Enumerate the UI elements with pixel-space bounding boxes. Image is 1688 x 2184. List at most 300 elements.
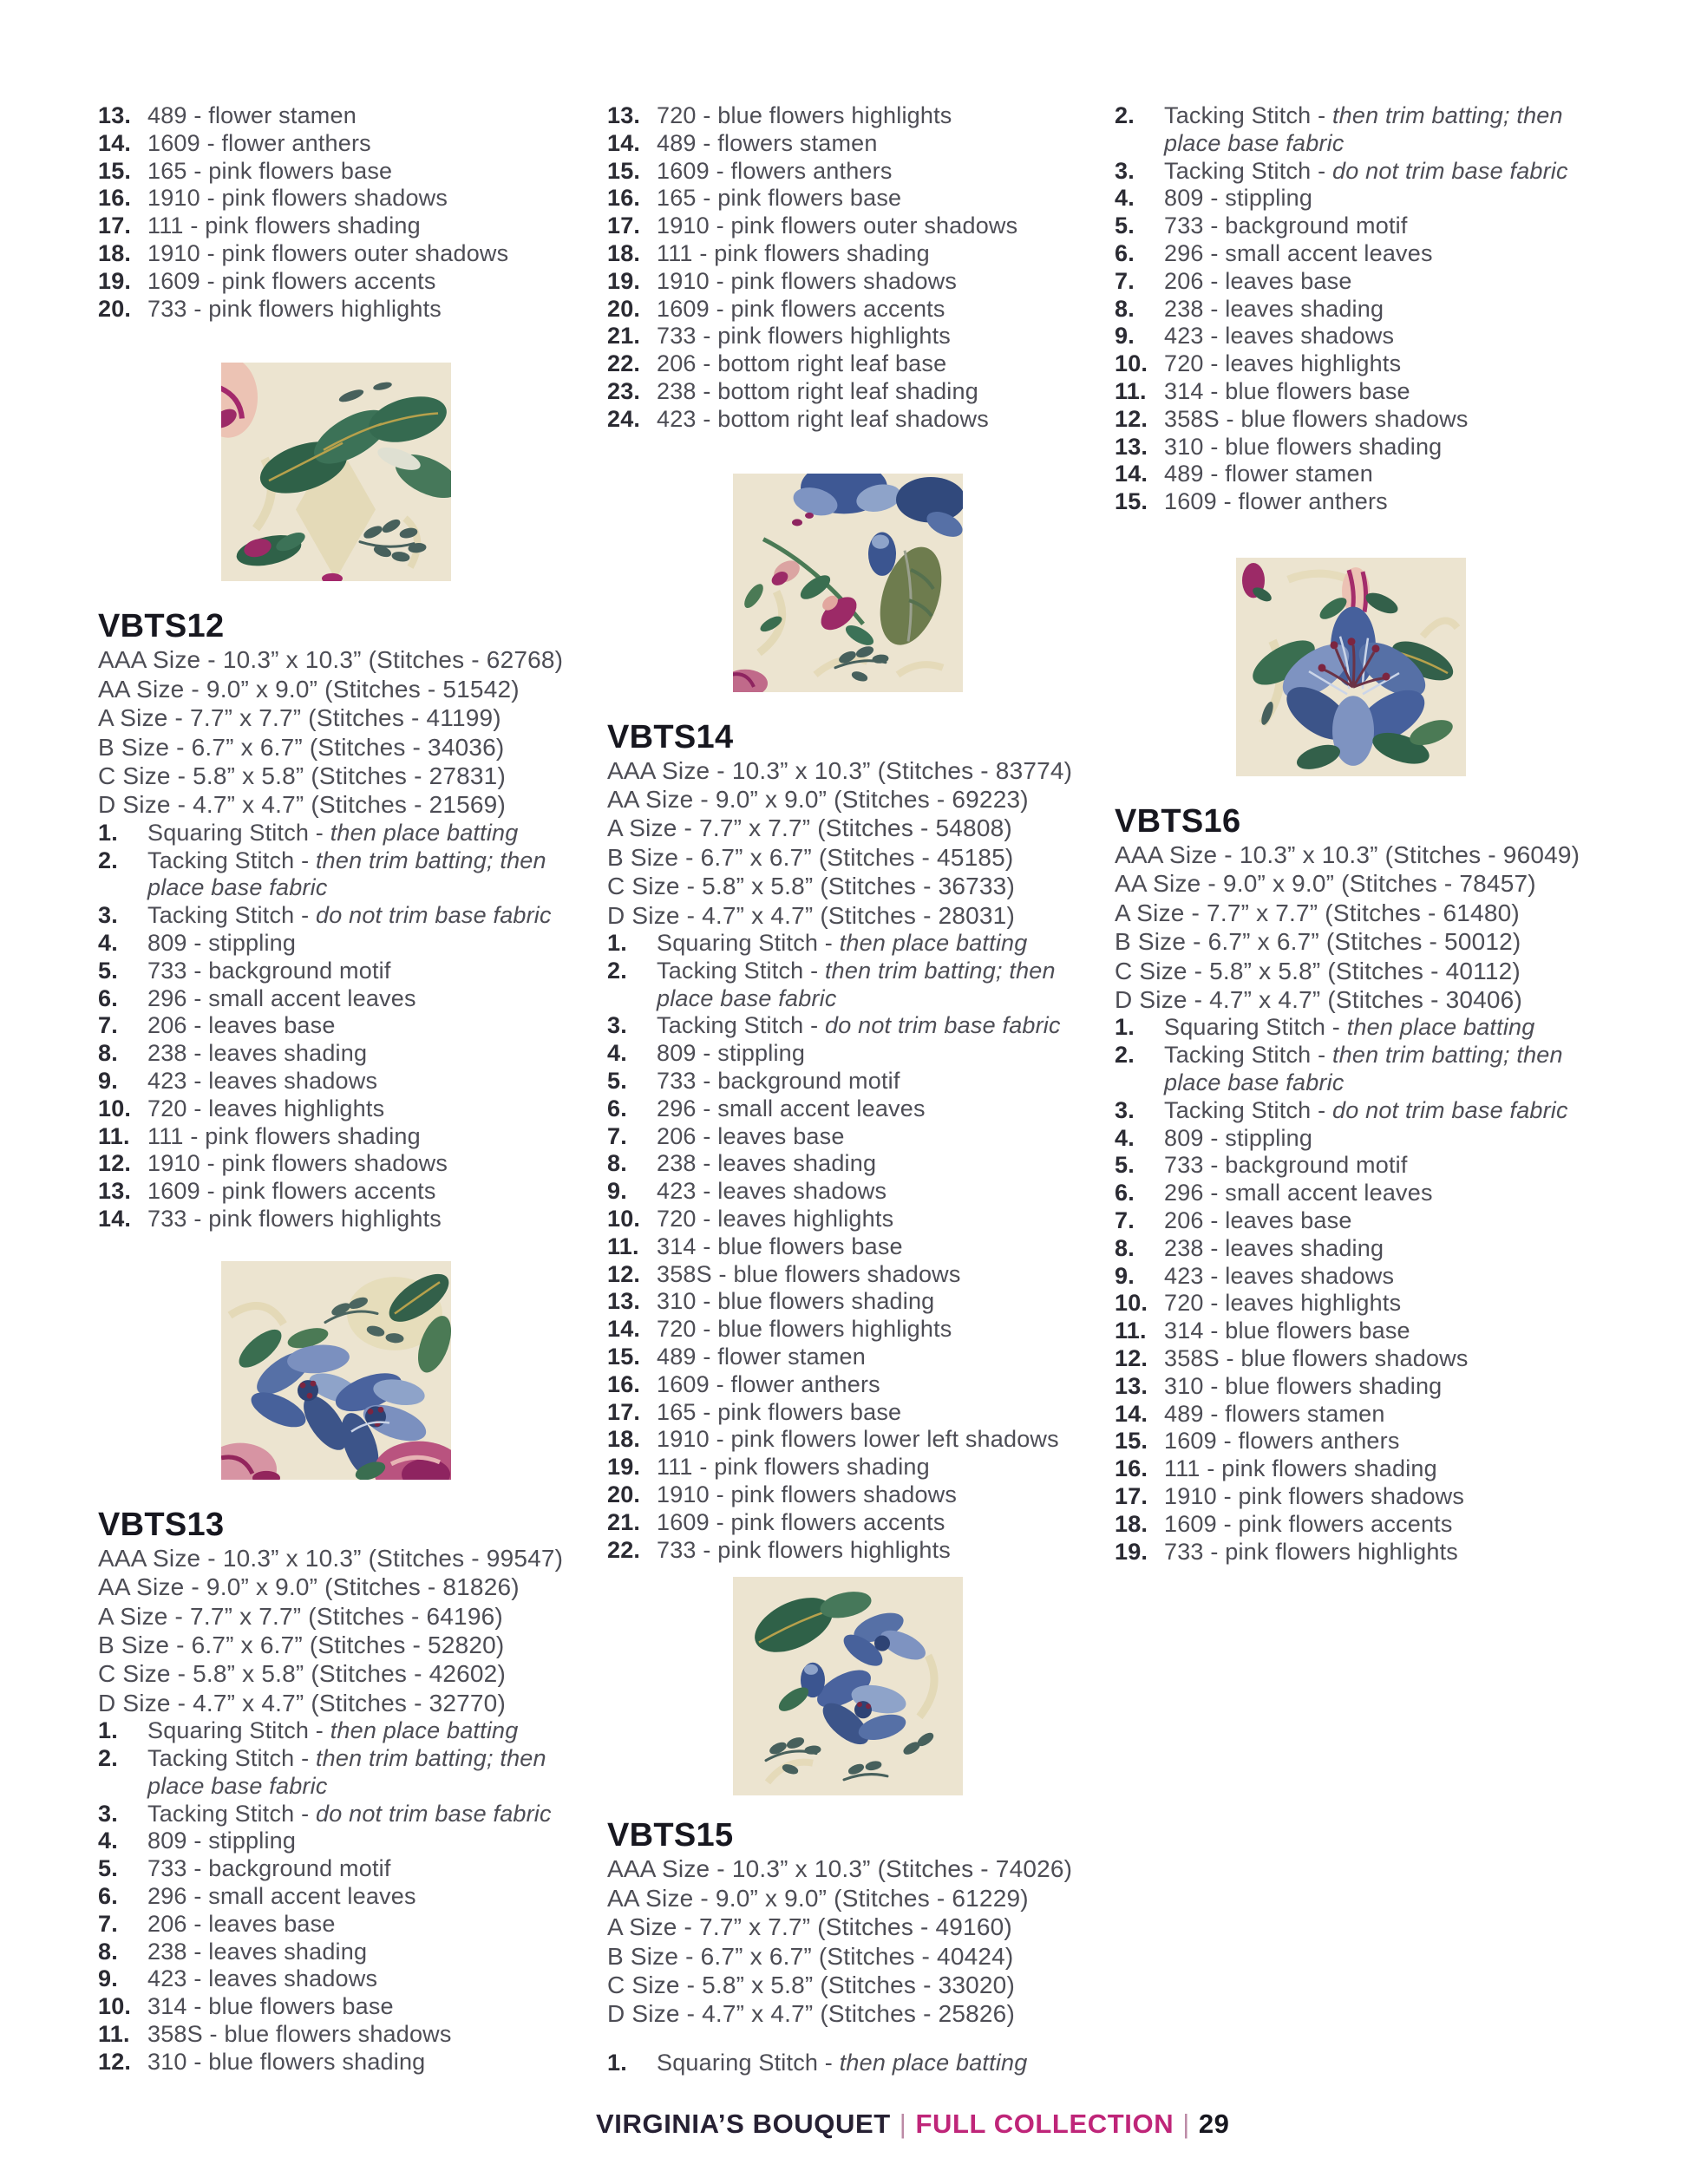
- size-spec: C Size - 5.8” x 5.8” (Stitches - 40112): [1115, 957, 1521, 984]
- item-text: 733 - background motif: [147, 1855, 391, 1882]
- embroidery-floral-art: [733, 474, 963, 692]
- item-text: 206 - leaves base: [147, 1910, 336, 1937]
- item-number: 7.: [98, 1012, 118, 1039]
- embroidery-floral-art: [1236, 558, 1466, 776]
- footer-separator: |: [1182, 2109, 1190, 2139]
- item-text: 809 - stippling: [1164, 1124, 1313, 1151]
- item-text: 1609 - flowers anthers: [1164, 1428, 1400, 1455]
- color-step-list-continued: [607, 102, 1093, 434]
- item-text: 314 - blue flowers base: [657, 1233, 903, 1259]
- item-text: 111 - pink flowers shading: [657, 1454, 930, 1481]
- list-item: [607, 1123, 1093, 1151]
- item-text: Tacking Stitch - do not trim base fabric: [147, 1800, 552, 1827]
- item-number: 18.: [1115, 1510, 1148, 1537]
- list-item: [98, 130, 577, 158]
- item-number: 14.: [1115, 461, 1148, 487]
- list-item: [1115, 185, 1605, 213]
- list-item: [98, 847, 577, 903]
- item-text: 296 - small accent leaves: [657, 1095, 926, 1121]
- item-text: 206 - leaves base: [657, 1122, 845, 1149]
- list-item: [98, 1178, 577, 1206]
- list-item: [98, 985, 577, 1013]
- list-item: [607, 1509, 1093, 1537]
- list-item: [607, 1344, 1093, 1371]
- item-text: 238 - leaves shading: [1164, 295, 1384, 322]
- item-text: 238 - leaves shading: [657, 1150, 877, 1177]
- item-number: 6.: [98, 1882, 118, 1909]
- list-item: [607, 158, 1093, 186]
- item-number: 7.: [607, 1122, 627, 1149]
- item-text: 1609 - pink flowers accents: [147, 1178, 436, 1205]
- item-number: 17.: [607, 213, 641, 239]
- item-text: 1609 - pink flowers accents: [1164, 1510, 1453, 1537]
- item-text: 1609 - flowers anthers: [657, 157, 893, 184]
- item-text: 310 - blue flowers shading: [657, 1288, 935, 1315]
- size-spec: C Size - 5.8” x 5.8” (Stitches - 36733): [607, 873, 1015, 900]
- item-text: Tacking Stitch - then trim batting; then place base fabric: [147, 847, 546, 901]
- item-number: 1.: [98, 819, 118, 846]
- item-text: 733 - pink flowers highlights: [147, 1205, 442, 1232]
- item-number: 5.: [1115, 213, 1135, 239]
- item-text: 809 - stippling: [1164, 185, 1313, 212]
- list-item: [98, 1068, 577, 1095]
- item-number: 3.: [98, 1800, 118, 1827]
- item-text: 296 - small accent leaves: [147, 1882, 416, 1909]
- column-3: [1115, 0, 1605, 1566]
- item-number: 24.: [607, 405, 641, 432]
- list-item: [98, 2049, 577, 2076]
- list-item: [607, 185, 1093, 213]
- item-number: 20.: [607, 1481, 641, 1507]
- item-text: 358S - blue flowers shadows: [1164, 1344, 1469, 1371]
- item-text: Tacking Stitch - do not trim base fabric: [657, 1012, 1061, 1039]
- item-text: 165 - pink flowers base: [147, 157, 393, 184]
- item-number: 4.: [1115, 185, 1135, 212]
- item-text: 165 - pink flowers base: [657, 1398, 902, 1425]
- list-item: [98, 1717, 577, 1745]
- item-text: 423 - leaves shadows: [1164, 1262, 1395, 1289]
- list-item: [1115, 1125, 1605, 1153]
- list-item: [1115, 378, 1605, 406]
- list-item: [98, 1012, 577, 1040]
- item-number: 13.: [1115, 1372, 1148, 1399]
- item-number: 16.: [607, 1370, 641, 1397]
- list-item: [1115, 1539, 1605, 1566]
- pattern-title: VBTS16: [1115, 802, 1241, 840]
- list-item: [1115, 1014, 1605, 1042]
- list-item: [98, 296, 577, 324]
- list-item: [1115, 240, 1605, 268]
- size-spec-list: [607, 756, 1093, 930]
- item-number: 13.: [607, 1288, 641, 1315]
- list-item: [607, 268, 1093, 296]
- item-text: 1910 - pink flowers shadows: [657, 1481, 958, 1507]
- list-item: [98, 820, 577, 847]
- item-text: 111 - pink flowers shading: [147, 213, 421, 239]
- stitch-step-list: [1115, 1014, 1605, 1566]
- list-item: [1115, 1511, 1605, 1539]
- size-spec: AA Size - 9.0” x 9.0” (Stitches - 69223): [607, 785, 1029, 813]
- size-spec: A Size - 7.7” x 7.7” (Stitches - 64196): [98, 1602, 503, 1630]
- size-spec: AA Size - 9.0” x 9.0” (Stitches - 81826): [98, 1573, 520, 1601]
- list-item: [98, 902, 577, 930]
- list-item: [607, 1537, 1093, 1565]
- item-number: 14.: [98, 129, 132, 156]
- item-text: 314 - blue flowers base: [1164, 1318, 1410, 1344]
- item-number: 15.: [607, 157, 641, 184]
- item-text: 1910 - pink flowers shadows: [657, 267, 958, 294]
- size-spec: A Size - 7.7” x 7.7” (Stitches - 49160): [607, 1913, 1012, 1941]
- fabric-swatch-vbts15: [733, 1577, 963, 1795]
- list-item: [98, 185, 577, 213]
- item-text: Squaring Stitch - then place batting: [657, 2049, 1028, 2076]
- list-item: [607, 1454, 1093, 1481]
- list-item: [607, 378, 1093, 406]
- list-item: [98, 1095, 577, 1123]
- item-text: 206 - leaves base: [1164, 1206, 1352, 1233]
- fabric-swatch-vbts12: [221, 363, 451, 581]
- list-item: [1115, 1290, 1605, 1318]
- item-text: 720 - blue flowers highlights: [657, 102, 952, 128]
- size-spec: C Size - 5.8” x 5.8” (Stitches - 42602): [98, 1660, 506, 1688]
- item-text: 296 - small accent leaves: [1164, 1180, 1433, 1206]
- list-item: [98, 1965, 577, 1993]
- list-item: [607, 1040, 1093, 1068]
- item-text: 1609 - pink flowers accents: [657, 1508, 945, 1535]
- item-text: 165 - pink flowers base: [657, 185, 902, 212]
- item-number: 8.: [1115, 1234, 1135, 1261]
- item-number: 19.: [98, 267, 132, 294]
- size-spec: B Size - 6.7” x 6.7” (Stitches - 40424): [607, 1942, 1014, 1970]
- list-item: [98, 102, 577, 130]
- item-text: 358S - blue flowers shadows: [1164, 405, 1469, 432]
- list-item: [1115, 434, 1605, 461]
- item-number: 9.: [607, 1178, 627, 1205]
- item-text: 310 - blue flowers shading: [1164, 433, 1443, 460]
- item-number: 19.: [607, 267, 641, 294]
- item-text: 314 - blue flowers base: [147, 1993, 394, 2020]
- item-number: 12.: [98, 1150, 132, 1177]
- list-item: [98, 240, 577, 268]
- list-item: [98, 958, 577, 985]
- item-text: 296 - small accent leaves: [147, 984, 416, 1011]
- item-number: 8.: [1115, 295, 1135, 322]
- item-number: 4.: [1115, 1124, 1135, 1151]
- item-number: 17.: [607, 1398, 641, 1425]
- fabric-swatch-vbts16: [1236, 558, 1466, 776]
- item-number: 15.: [1115, 1428, 1148, 1455]
- item-number: 5.: [607, 1067, 627, 1094]
- item-number: 14.: [607, 1316, 641, 1343]
- item-text: 809 - stippling: [147, 1828, 297, 1854]
- item-number: 10.: [1115, 350, 1148, 377]
- item-number: 7.: [1115, 1206, 1135, 1233]
- item-text: 733 - pink flowers highlights: [657, 1536, 951, 1563]
- list-item: [1115, 1373, 1605, 1401]
- item-number: 21.: [607, 1508, 641, 1535]
- item-number: 18.: [607, 1426, 641, 1453]
- item-number: 15.: [1115, 488, 1148, 515]
- item-number: 4.: [98, 1828, 118, 1854]
- list-item: [1115, 1042, 1605, 1097]
- list-item: [1115, 1207, 1605, 1235]
- column-1: [98, 0, 577, 2076]
- list-item: [1115, 323, 1605, 350]
- item-text: 720 - leaves highlights: [1164, 350, 1402, 377]
- item-number: 22.: [607, 1536, 641, 1563]
- item-number: 14.: [1115, 1400, 1148, 1427]
- size-spec: C Size - 5.8” x 5.8” (Stitches - 33020): [607, 1971, 1015, 1998]
- item-number: 10.: [98, 1095, 132, 1121]
- size-spec-list: [1115, 840, 1605, 1014]
- item-text: 206 - bottom right leaf base: [657, 350, 947, 377]
- item-text: Squaring Stitch - then place batting: [147, 819, 519, 846]
- list-item: [607, 213, 1093, 240]
- size-spec: A Size - 7.7” x 7.7” (Stitches - 54808): [607, 814, 1012, 842]
- list-item: [607, 406, 1093, 434]
- list-item: [1115, 1483, 1605, 1511]
- item-text: 1609 - flower anthers: [147, 129, 371, 156]
- item-number: 11.: [98, 1122, 130, 1149]
- item-number: 15.: [98, 157, 132, 184]
- size-spec: AAA Size - 10.3” x 10.3” (Stitches - 99547): [98, 1544, 564, 1572]
- list-item: [607, 1399, 1093, 1427]
- item-number: 1.: [607, 930, 627, 956]
- item-text: 238 - leaves shading: [147, 1040, 368, 1067]
- size-spec: D Size - 4.7” x 4.7” (Stitches - 25826): [607, 2000, 1015, 2028]
- item-number: 2.: [1115, 102, 1135, 128]
- list-item: [98, 1040, 577, 1068]
- pattern-title: VBTS12: [98, 608, 225, 645]
- size-spec: AA Size - 9.0” x 9.0” (Stitches - 51542): [98, 675, 520, 703]
- item-text: 733 - background motif: [1164, 213, 1408, 239]
- item-text: 1910 - pink flowers outer shadows: [147, 239, 509, 266]
- item-number: 2.: [1115, 1042, 1135, 1069]
- list-item: [607, 296, 1093, 324]
- item-number: 12.: [98, 2048, 132, 2075]
- item-text: 720 - leaves highlights: [1164, 1290, 1402, 1317]
- item-text: 206 - leaves base: [147, 1012, 336, 1039]
- item-number: 11.: [1115, 377, 1147, 404]
- item-number: 6.: [1115, 239, 1135, 266]
- size-spec-list: [98, 1544, 577, 1717]
- item-text: 1609 - flower anthers: [1164, 488, 1388, 515]
- list-item: [607, 1426, 1093, 1454]
- item-text: 423 - bottom right leaf shadows: [657, 405, 989, 432]
- item-text: 733 - background motif: [147, 957, 391, 984]
- item-number: 11.: [607, 1233, 639, 1259]
- size-spec: B Size - 6.7” x 6.7” (Stitches - 45185): [607, 843, 1014, 871]
- pattern-title: VBTS15: [607, 1817, 734, 1854]
- item-number: 3.: [607, 1012, 627, 1039]
- item-number: 2.: [98, 1745, 118, 1771]
- item-number: 1.: [98, 1717, 118, 1744]
- list-item: [1115, 1455, 1605, 1483]
- item-number: 10.: [1115, 1290, 1148, 1317]
- embroidery-floral-art: [733, 1577, 963, 1795]
- color-step-list-continued: [1115, 102, 1605, 516]
- item-text: 489 - flower stamen: [657, 1343, 866, 1370]
- item-number: 12.: [1115, 1344, 1148, 1371]
- list-item: [607, 2050, 1093, 2077]
- item-number: 13.: [1115, 433, 1148, 460]
- item-number: 5.: [98, 957, 118, 984]
- item-text: Tacking Stitch - do not trim base fabric: [1164, 1096, 1568, 1123]
- size-spec: D Size - 4.7” x 4.7” (Stitches - 28031): [607, 901, 1015, 929]
- stitch-step-list: [607, 930, 1093, 1564]
- footer-separator: |: [899, 2109, 907, 2139]
- item-text: 720 - blue flowers highlights: [657, 1316, 952, 1343]
- item-number: 1.: [607, 2049, 627, 2076]
- item-number: 3.: [1115, 1096, 1135, 1123]
- list-item: [1115, 488, 1605, 516]
- item-text: Squaring Stitch - then place batting: [1164, 1014, 1535, 1041]
- list-item: [98, 1123, 577, 1151]
- size-spec: AA Size - 9.0” x 9.0” (Stitches - 78457): [1115, 870, 1536, 898]
- item-text: 733 - pink flowers highlights: [657, 323, 951, 350]
- item-number: 19.: [607, 1454, 641, 1481]
- size-spec: AAA Size - 10.3” x 10.3” (Stitches - 96049): [1115, 840, 1580, 868]
- color-step-list-continued: [98, 102, 577, 323]
- item-text: 720 - leaves highlights: [147, 1095, 385, 1121]
- item-text: 809 - stippling: [147, 930, 297, 956]
- footer-page-number: 29: [1198, 2109, 1230, 2139]
- list-item: [1115, 158, 1605, 186]
- list-item: [1115, 406, 1605, 434]
- list-item: [1115, 268, 1605, 296]
- item-number: 17.: [98, 213, 132, 239]
- size-spec-list: [607, 1854, 1093, 2028]
- item-number: 12.: [607, 1260, 641, 1287]
- item-number: 6.: [98, 984, 118, 1011]
- item-text: 489 - flower stamen: [1164, 461, 1373, 487]
- item-number: 11.: [1115, 1318, 1147, 1344]
- item-text: 423 - leaves shadows: [1164, 323, 1395, 350]
- item-text: 1609 - pink flowers accents: [657, 295, 945, 322]
- fabric-swatch-vbts14: [733, 474, 963, 692]
- item-text: 720 - leaves highlights: [657, 1205, 894, 1232]
- size-spec: AAA Size - 10.3” x 10.3” (Stitches - 62768): [98, 646, 564, 674]
- item-number: 2.: [607, 957, 627, 984]
- list-item: [98, 1883, 577, 1911]
- item-text: 489 - flower stamen: [147, 102, 357, 128]
- size-spec: B Size - 6.7” x 6.7” (Stitches - 50012): [1115, 928, 1521, 956]
- item-number: 17.: [1115, 1482, 1148, 1509]
- list-item: [98, 1828, 577, 1855]
- item-text: 238 - leaves shading: [147, 1938, 368, 1965]
- item-text: 1910 - pink flowers shadows: [147, 185, 448, 212]
- list-item: [607, 1288, 1093, 1316]
- item-number: 23.: [607, 377, 641, 404]
- list-item: [607, 1206, 1093, 1233]
- item-text: 111 - pink flowers shading: [147, 1122, 421, 1149]
- item-number: 4.: [607, 1040, 627, 1067]
- item-text: 733 - pink flowers highlights: [147, 295, 442, 322]
- item-text: Tacking Stitch - then trim batting; then place base fabric: [1164, 102, 1563, 156]
- item-number: 7.: [98, 1910, 118, 1937]
- item-number: 1.: [1115, 1014, 1135, 1041]
- list-item: [1115, 102, 1605, 158]
- item-text: 1609 - flower anthers: [657, 1370, 880, 1397]
- item-text: 358S - blue flowers shadows: [147, 2020, 452, 2047]
- item-text: 310 - blue flowers shading: [1164, 1372, 1443, 1399]
- list-item: [98, 213, 577, 240]
- list-item: [98, 1801, 577, 1828]
- item-number: 16.: [1115, 1455, 1148, 1482]
- page-footer: [596, 2109, 1230, 2139]
- stitch-step-list: [98, 820, 577, 1233]
- item-number: 9.: [98, 1965, 118, 1992]
- item-text: 423 - leaves shadows: [147, 1067, 378, 1094]
- fabric-swatch-vbts13: [221, 1261, 451, 1480]
- item-number: 16.: [98, 185, 132, 212]
- item-text: Tacking Stitch - do not trim base fabric: [1164, 157, 1568, 184]
- item-text: 314 - blue flowers base: [1164, 377, 1410, 404]
- list-item: [1115, 1097, 1605, 1125]
- item-number: 20.: [98, 295, 132, 322]
- item-text: 111 - pink flowers shading: [1164, 1455, 1437, 1482]
- size-spec: C Size - 5.8” x 5.8” (Stitches - 27831): [98, 762, 506, 789]
- item-number: 3.: [98, 902, 118, 929]
- item-number: 3.: [1115, 157, 1135, 184]
- item-number: 13.: [607, 102, 641, 128]
- item-text: 111 - pink flowers shading: [657, 239, 930, 266]
- item-number: 19.: [1115, 1538, 1148, 1565]
- column-2: [607, 0, 1093, 2077]
- item-number: 14.: [98, 1205, 132, 1232]
- item-number: 18.: [607, 239, 641, 266]
- item-number: 21.: [607, 323, 641, 350]
- list-item: [1115, 1428, 1605, 1455]
- item-text: Tacking Stitch - do not trim base fabric: [147, 902, 552, 929]
- list-item: [1115, 296, 1605, 324]
- item-text: 206 - leaves base: [1164, 267, 1352, 294]
- item-text: 238 - leaves shading: [1164, 1234, 1384, 1261]
- item-text: 1910 - pink flowers shadows: [1164, 1482, 1465, 1509]
- list-item: [607, 130, 1093, 158]
- pattern-title: VBTS14: [607, 718, 734, 755]
- list-item: [98, 268, 577, 296]
- item-number: 8.: [98, 1040, 118, 1067]
- item-text: 1910 - pink flowers lower left shadows: [657, 1426, 1059, 1453]
- list-item: [1115, 1263, 1605, 1291]
- item-number: 15.: [607, 1343, 641, 1370]
- item-text: 1609 - pink flowers accents: [147, 267, 436, 294]
- list-item: [607, 1316, 1093, 1344]
- item-text: 733 - background motif: [657, 1067, 900, 1094]
- item-text: Squaring Stitch - then place batting: [147, 1717, 519, 1744]
- list-item: [607, 1068, 1093, 1095]
- item-text: 489 - flowers stamen: [657, 129, 878, 156]
- list-item: [607, 1150, 1093, 1178]
- item-number: 10.: [98, 1993, 132, 2020]
- item-number: 5.: [98, 1855, 118, 1882]
- item-number: 7.: [1115, 267, 1135, 294]
- footer-title: VIRGINIA’S BOUQUET: [596, 2109, 891, 2139]
- item-text: Squaring Stitch - then place batting: [657, 930, 1028, 956]
- list-item: [1115, 1152, 1605, 1180]
- item-text: 733 - background motif: [1164, 1152, 1408, 1179]
- list-item: [98, 1150, 577, 1178]
- item-number: 4.: [98, 930, 118, 956]
- item-number: 18.: [98, 239, 132, 266]
- item-number: 9.: [98, 1067, 118, 1094]
- item-text: 423 - leaves shadows: [147, 1965, 378, 1992]
- item-number: 8.: [607, 1150, 627, 1177]
- list-item: [1115, 461, 1605, 488]
- list-item: [607, 1095, 1093, 1123]
- list-item: [98, 2021, 577, 2049]
